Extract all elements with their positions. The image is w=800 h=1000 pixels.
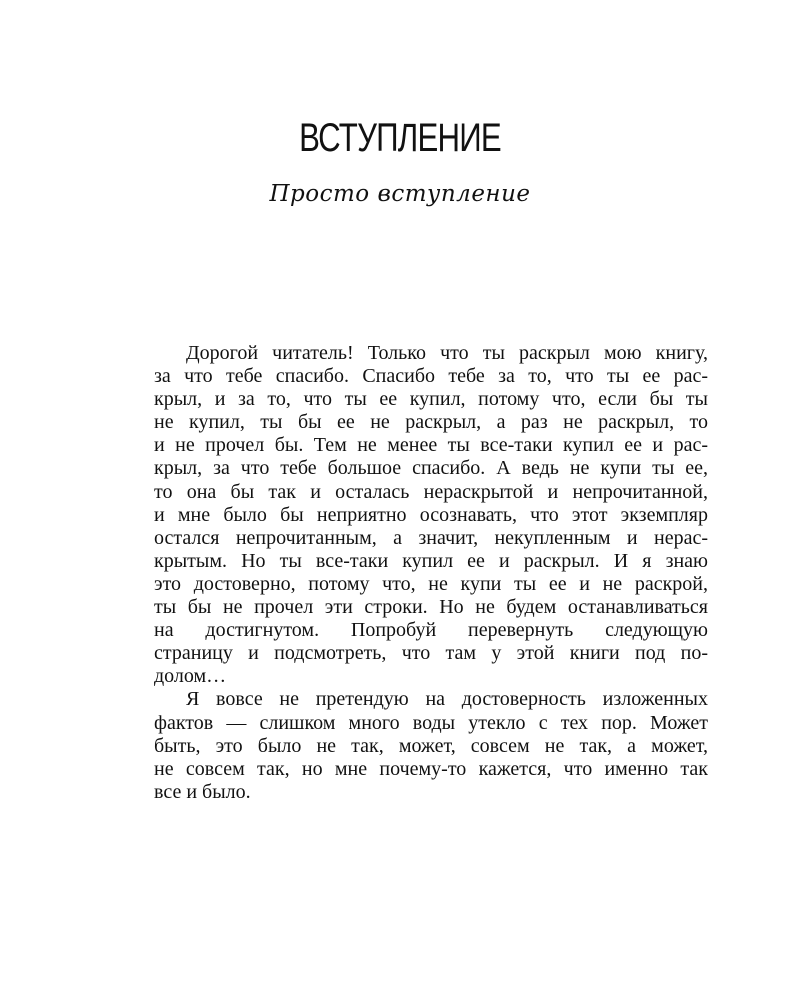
text-line: за что тебе спасибо. Спасибо тебе за то, что ты ее рас-: [154, 365, 708, 388]
text-line: ты бы не прочел эти строки. Но не будем останавливаться: [154, 596, 708, 619]
text-line: Дорогой читатель! Только что ты раскрыл мою книгу,: [186, 342, 708, 364]
text-line: то она бы так и осталась нераскрытой и непрочитанной,: [154, 480, 708, 503]
chapter-subtitle: Просто вступление: [269, 181, 531, 207]
text-line: и мне было бы неприятно осознавать, что этот экземпляр: [154, 503, 708, 526]
text-line: все и было.: [154, 780, 251, 803]
text-line: крытым. Но ты все-таки купил ее и раскрыл. И я знаю: [154, 549, 708, 572]
text-line: страницу и подсмотреть, что там у этой книги под по-: [154, 642, 708, 665]
text-line: не купил, ты бы ее не раскрыл, а раз не раскрыл, то: [154, 411, 708, 434]
text-line: фактов — слишком много воды утекло с тех пор. Может: [154, 711, 708, 734]
text-line: быть, это было не так, может, совсем не так, а может,: [154, 734, 708, 757]
text-line: не совсем так, но мне почему-то кажется, что именно так: [154, 757, 708, 780]
text-line: долом…: [154, 665, 227, 688]
paragraph-1: [122, 342, 708, 688]
text-line: Я вовсе не претендую на достоверность изложенных: [186, 688, 708, 711]
text-line: крыл, за что тебе большое спасибо. А ведь не купи ты ее,: [154, 457, 708, 480]
text-line: и не прочел бы. Тем не менее ты все-таки купил ее и рас-: [154, 434, 708, 457]
text-line: это достоверно, потому что, не купи ты ее и не раскрой,: [154, 572, 708, 595]
text-line: остался непрочитанным, а значит, некупленным и нерас-: [154, 526, 708, 549]
text-line: на достигнутом. Попробуй перевернуть следующую: [154, 619, 708, 642]
body-text: [122, 342, 708, 804]
chapter-title: ВСТУПЛЕНИЕ: [299, 116, 501, 160]
paragraph-2: [122, 688, 708, 803]
text-line: крыл, и за то, что ты ее купил, потому что, если бы ты: [154, 388, 708, 411]
